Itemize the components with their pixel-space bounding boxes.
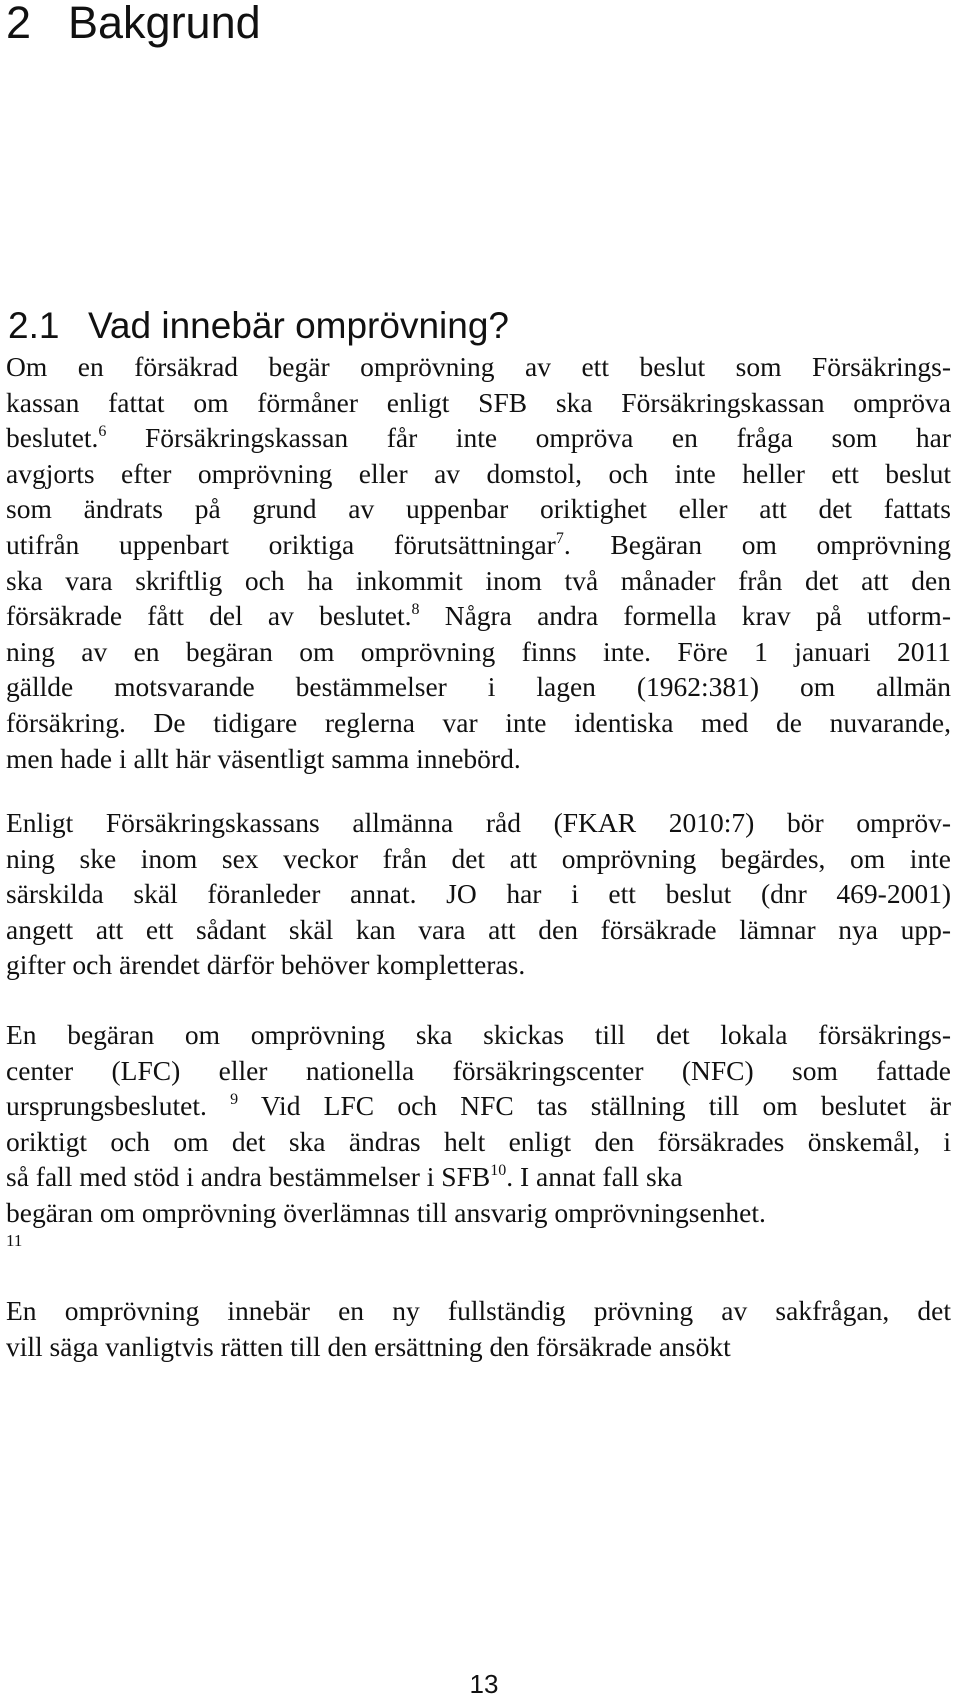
text-line: oriktigt och om det ska ändras helt enligt den försäkrades önskemål, i bbox=[6, 1125, 951, 1157]
text-line: särskilda skäl föranleder annat. JO har i ett beslut (dnr 469-2001) bbox=[6, 878, 951, 910]
section-number: 2.1 bbox=[8, 305, 60, 346]
text-line: så fall med stöd i andra bestämmelser i SFB$^{10}$. I annat fall ska bbox=[6, 1161, 683, 1193]
text-line: avgjorts efter omprövning eller av domstol, och inte heller ett beslut bbox=[6, 457, 951, 489]
text-line: ursprungsbeslutet. $^9$ Vid LFC och NFC tas ställning till om beslutet är bbox=[6, 1090, 951, 1122]
page-number: 13 bbox=[469, 1669, 499, 1699]
footnote-ref: 11 bbox=[6, 1230, 23, 1250]
text-line: En omprövning innebär en ny fullständig prövning av sakfrågan, det bbox=[6, 1295, 951, 1326]
footnote-ref: 9 bbox=[230, 1091, 239, 1109]
section-title: Vad innebär omprövning? bbox=[88, 305, 509, 346]
text-line: angett att ett sådant skäl kan vara att den försäkrade lämnar nya upp- bbox=[6, 913, 951, 945]
paragraph-1 bbox=[6, 349, 951, 776]
text-line: ska vara skriftlig och ha inkommit inom två månader från det att den bbox=[6, 564, 951, 596]
text-line: kassan fattat om förmåner enligt SFB ska Försäkringskassan ompröva bbox=[6, 386, 951, 418]
text-line: gifter och ärendet därför behöver kompletteras. bbox=[6, 949, 526, 981]
paragraph-2 bbox=[6, 805, 951, 983]
text-line: En begäran om omprövning ska skickas till det lokala försäkrings- bbox=[6, 1019, 951, 1050]
chapter-heading bbox=[6, 0, 261, 53]
text-line: begäran om omprövning överlämnas till ansvarig omprövningsenhet. bbox=[6, 1196, 766, 1228]
footnote-ref: 8 bbox=[411, 601, 420, 619]
text-line: men hade i allt här väsentligt samma innebörd. bbox=[6, 742, 521, 774]
text-line: försäkrade fått del av beslutet.$^8$ Några andra formella krav på utform- bbox=[6, 600, 951, 632]
chapter-title: Bakgrund bbox=[68, 0, 261, 48]
text-line: gällde motsvarande bestämmelser i lagen (1962:381) om allmän bbox=[6, 671, 951, 703]
footnote-ref: 7 bbox=[555, 529, 564, 547]
text-line: center (LFC) eller nationella försäkringscenter (NFC) som fattade bbox=[6, 1054, 951, 1086]
paragraph-3 bbox=[6, 1017, 951, 1251]
footnote-ref: 6 bbox=[98, 423, 107, 441]
footnote-ref: 10 bbox=[490, 1162, 507, 1180]
text-line: vill säga vanligtvis rätten till den ersättning den försäkrade ansökt bbox=[6, 1330, 731, 1362]
text-line: Enligt Försäkringskassans allmänna råd (FKAR 2010:7) bör ompröv- bbox=[6, 807, 951, 838]
text-line: beslutet.$^6$ Försäkringskassan får inte ompröva en fråga som har bbox=[6, 422, 951, 454]
text-line: utifrån uppenbart oriktiga förutsättningar$^7$. Begäran om omprövning bbox=[6, 528, 951, 560]
text-line: ning ske inom sex veckor från det att omprövning begärdes, om inte bbox=[6, 842, 951, 874]
section-heading bbox=[8, 302, 509, 350]
text-line: ning av en begäran om omprövning finns inte. Före 1 januari 2011 bbox=[6, 635, 951, 667]
text-line: Om en försäkrad begär omprövning av ett beslut som Försäkrings- bbox=[6, 351, 951, 382]
paragraph-4 bbox=[6, 1293, 951, 1364]
text-line: som ändrats på grund av uppenbar oriktighet eller att det fattats bbox=[6, 493, 951, 525]
text-line: försäkring. De tidigare reglerna var inte identiska med de nuvarande, bbox=[6, 706, 951, 738]
chapter-number: 2 bbox=[6, 0, 32, 48]
